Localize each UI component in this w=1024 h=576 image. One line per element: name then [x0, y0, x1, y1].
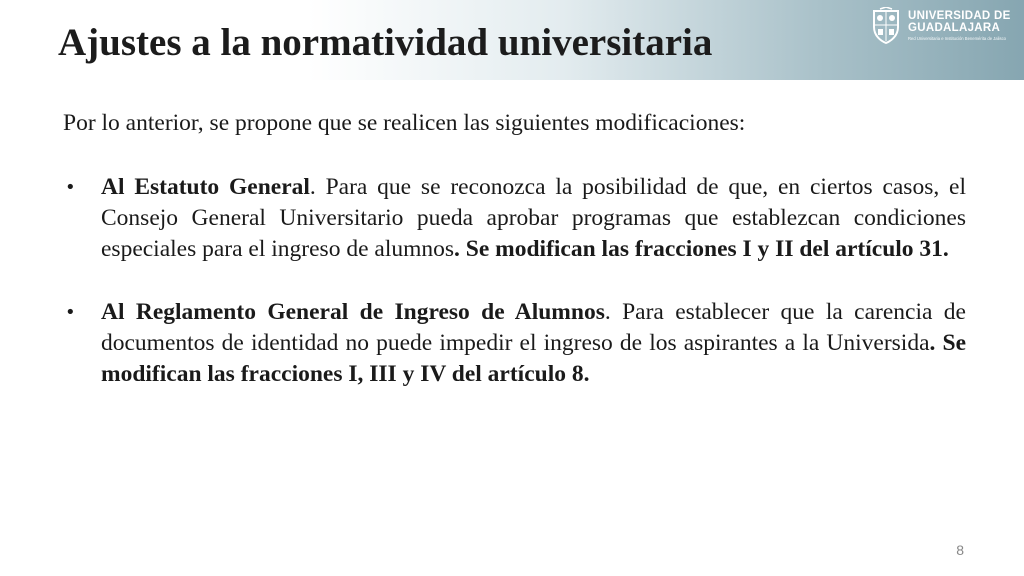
bullet-text: . Para que se reconozca la posibilidad de que, en ciertos casos, el Consejo General Universitario pueda aprobar programas que establezcan condiciones especiales para el ingreso de alumnos	[101, 174, 966, 262]
logo-line-1: UNIVERSIDAD DE	[908, 10, 1011, 22]
slide-body	[63, 108, 966, 422]
slide-title: Ajustes a la normatividad universitaria	[58, 21, 713, 64]
university-seal-icon	[870, 7, 902, 45]
page-number: 8	[956, 542, 964, 558]
bullet-item-estatuto	[63, 172, 966, 265]
intro-paragraph: Por lo anterior, se propone que se realicen las siguientes modificaciones:	[63, 110, 746, 136]
bullet-lead: Al Estatuto General	[101, 174, 310, 200]
bullet-text: . Para establecer que la carencia de documentos de identidad no puede impedir el ingreso de los aspirantes a la Universida	[101, 299, 966, 356]
bullet-item-reglamento	[63, 297, 966, 390]
bullet-emphasis: . Se modifican las fracciones I, III y IV del artículo 8.	[101, 330, 966, 387]
bullet-lead: Al Reglamento General de Ingreso de Alumnos	[101, 299, 605, 325]
logo-tagline: Red Universitaria e Institución Benemérita de Jalisco	[908, 36, 1006, 41]
bullet-icon: •	[65, 177, 76, 198]
university-logo	[870, 4, 1020, 48]
logo-line-2: GUADALAJARA	[908, 22, 1001, 34]
bullet-emphasis: . Se modifican las fracciones I y II del artículo 31.	[454, 236, 949, 262]
bullet-icon: •	[65, 302, 76, 323]
